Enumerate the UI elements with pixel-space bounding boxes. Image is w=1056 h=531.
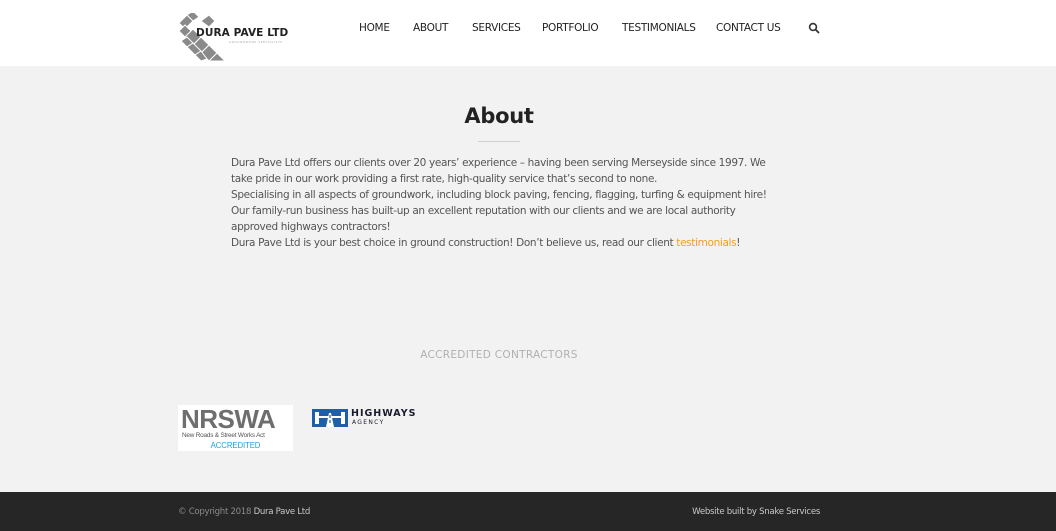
about-line: approved highways contractors!: [231, 220, 391, 233]
site-footer: [0, 492, 1056, 531]
nav-home[interactable]: HOME: [359, 22, 390, 34]
about-line-prefix: Dura Pave Ltd is your best choice in ground construction! Don’t believe us, read our client: [231, 236, 677, 249]
about-line: Specialising in all aspects of groundwork, including block paving, fencing, flagging, turfing & equipment hire!: [231, 188, 767, 201]
nav-contact-us[interactable]: CONTACT US: [716, 22, 781, 34]
search-icon[interactable]: [808, 22, 820, 34]
copyright: [178, 507, 310, 517]
nav-about[interactable]: ABOUT: [413, 22, 449, 34]
about-line: take pride in our work providing a first rate, high-quality service that’s second to none.: [231, 172, 658, 185]
highways-road-icon: [312, 409, 348, 427]
about-line: [231, 236, 791, 252]
nrswa-title: NRSWA: [181, 404, 276, 434]
title-divider: [478, 141, 520, 142]
copyright-prefix: © Copyright 2018: [178, 507, 254, 517]
logo-text: DURA PAVE LTD: [196, 27, 289, 39]
nrswa-logo: [178, 405, 293, 451]
highways-agency-logo: [311, 408, 426, 430]
nrswa-accredited: ACCREDITED: [210, 441, 261, 450]
nrswa-subtitle: New Roads & Street Works Act: [182, 432, 265, 439]
site-header: [0, 0, 1056, 66]
nav-portfolio[interactable]: PORTFOLIO: [542, 22, 599, 34]
testimonials-link[interactable]: testimonials: [676, 236, 737, 249]
about-line: Our family-run business has built-up an excellent reputation with our clients and we are local authority: [231, 204, 736, 217]
about-text: [231, 156, 791, 251]
page-title: About: [464, 104, 534, 128]
about-line-suffix: !: [736, 236, 741, 249]
nav-services[interactable]: SERVICES: [472, 22, 521, 34]
nav-testimonials[interactable]: TESTIMONIALS: [622, 22, 696, 34]
copyright-brand[interactable]: Dura Pave Ltd: [253, 507, 311, 517]
built-by-credit[interactable]: Website built by Snake Services: [692, 507, 820, 517]
highways-title: HIGHWAYS: [351, 408, 417, 419]
accredited-heading: ACCREDITED CONTRACTORS: [420, 349, 578, 361]
about-line: Dura Pave Ltd offers our clients over 20 years’ experience – having been serving Merseyside since 1997. We: [231, 157, 766, 169]
logo-tagline: GROUNDWORK SPECIALISTS: [229, 40, 283, 44]
highways-subtitle: AGENCY: [352, 419, 385, 426]
site-logo[interactable]: [179, 13, 291, 61]
